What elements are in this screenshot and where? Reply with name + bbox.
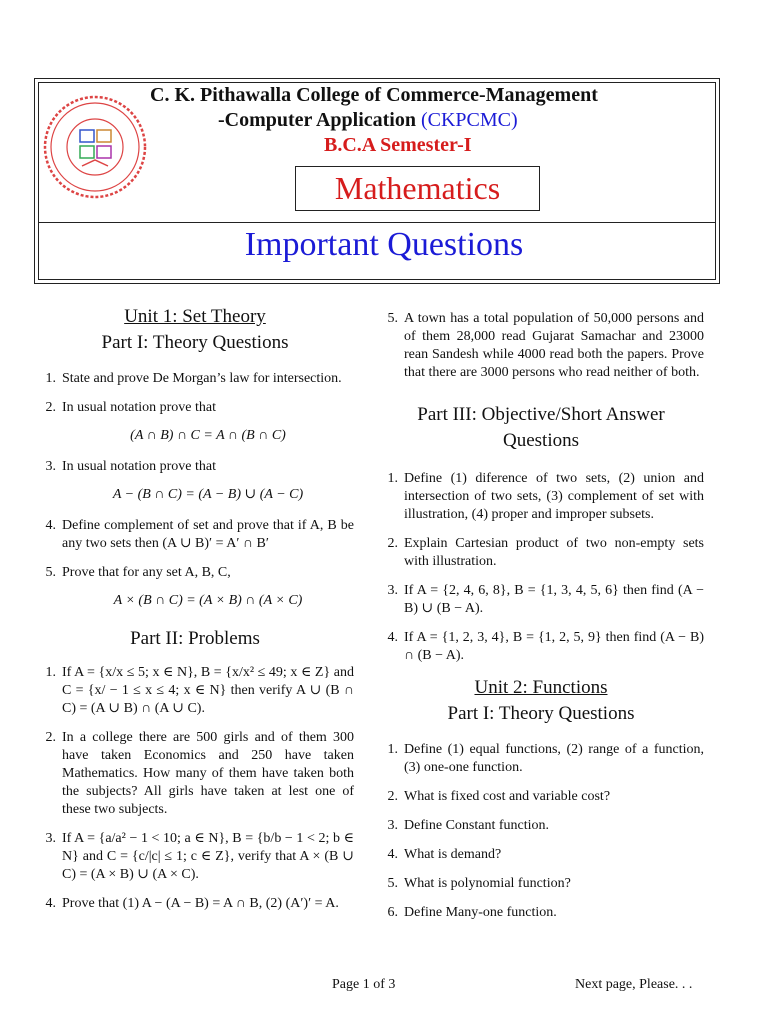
item-number: 1.: [45, 371, 56, 386]
item-number: 4.: [387, 630, 398, 645]
question-text: If A = {x/x ≤ 5; x ∈ N}, B = {x/x² ≤ 49; x ∈ Z} and C = {x/ − 1 ≤ x ≤ 4; x ∈ N} then verify A ∪ (B ∩ C) = (A ∪ B) ∩ (A ∪ C).: [62, 665, 354, 716]
question-text: In a college there are 500 girls and of them 300 have taken Economics and 250 have taken Mathematics. How many of them have taken both the subjects? All girls have taken at lest one of these two subjects.: [62, 730, 354, 817]
item-number: 3.: [387, 818, 398, 833]
item-number: 2.: [45, 400, 56, 415]
item-number: 4.: [45, 896, 56, 911]
item-number: 2.: [45, 730, 56, 745]
unit2-question-list: [378, 741, 704, 922]
part2-heading: Part II: Problems: [130, 628, 260, 649]
list-item: [378, 846, 704, 864]
item-number: 4.: [45, 518, 56, 533]
part3-question-list: [378, 470, 704, 665]
question-text: Define complement of set and prove that if A, B be any two sets then (A ∪ B)′ = A′ ∩ B′: [62, 518, 354, 551]
item-number: 5.: [45, 565, 56, 580]
question-text: Define (1) diference of two sets, (2) union and intersection of two sets, (3) complement of set with illustration, (4) proper and improper subsets.: [404, 471, 704, 522]
list-item: [36, 517, 354, 553]
left-column: [36, 304, 354, 913]
item-number: 1.: [387, 742, 398, 757]
list-item: [378, 875, 704, 893]
semester-label: B.C.A Semester-I: [324, 134, 472, 156]
list-item: [36, 564, 354, 610]
subject-title: Mathematics: [334, 170, 501, 206]
header-divider: [38, 222, 716, 223]
next-page-note: Next page, Please. . .: [575, 977, 693, 992]
question-text: If A = {a/a² − 1 < 10; a ∈ N}, B = {b/b − 1 < 2; b ∈ N} and C = {c/|c| ≤ 1; c ∈ Z}, verify that A × (B ∪ C) = (A × B) ∪ (A × C).: [62, 831, 354, 882]
question-text: What is polynomial function?: [404, 876, 571, 891]
college-name-line1: C. K. Pithawalla College of Commerce-Management: [150, 84, 598, 106]
list-item: [36, 370, 354, 388]
page-number: Page 1 of 3: [332, 977, 396, 992]
equation: (A ∩ B) ∩ C = A ∩ (B ∩ C): [130, 428, 286, 443]
list-item: [378, 582, 704, 618]
question-text: Prove that for any set A, B, C,: [62, 565, 231, 580]
list-item: [36, 664, 354, 718]
item-number: 3.: [45, 459, 56, 474]
equation: A − (B ∩ C) = (A − B) ∪ (A − C): [112, 487, 304, 502]
part1-heading: Part I: Theory Questions: [101, 332, 289, 353]
equation: A × (B ∩ C) = (A × B) ∩ (A × C): [113, 593, 303, 608]
question-text: In usual notation prove that: [62, 400, 216, 415]
question-text: A town has a total population of 50,000 persons and of them 28,000 read Gujarat Samachar and 23000 rean Sandesh while 4000 read both the papers. Prove that there are 3000 persons who read neither of both.: [404, 311, 704, 380]
question-text: If A = {2, 4, 6, 8}, B = {1, 3, 4, 5, 6} then find (A − B) ∪ (B − A).: [404, 583, 704, 616]
question-text: If A = {1, 2, 3, 4}, B = {1, 2, 5, 9} then find (A − B) ∩ (B − A).: [404, 630, 704, 663]
list-item: [36, 399, 354, 445]
question-text: State and prove De Morgan’s law for intersection.: [62, 371, 342, 386]
question-text: Define Constant function.: [404, 818, 550, 833]
list-item: [378, 310, 704, 382]
list-item: [36, 729, 354, 819]
question-text: Prove that (1) A − (A − B) = A ∩ B, (2) (A′)′ = A.: [62, 896, 339, 911]
item-number: 5.: [387, 311, 398, 326]
list-item: [36, 830, 354, 884]
list-item: [378, 535, 704, 571]
right-column: [378, 310, 704, 922]
item-number: 5.: [387, 876, 398, 891]
part2-continued-list: [378, 310, 704, 382]
part1-question-list: [36, 370, 354, 610]
list-item: [378, 741, 704, 777]
college-name-suffix: -Computer Application: [218, 109, 416, 131]
page-title: Important Questions: [244, 226, 524, 263]
unit2-part1-heading: Part I: Theory Questions: [447, 703, 635, 724]
list-item: [378, 817, 704, 835]
unit1-heading: [36, 304, 354, 330]
unit2-heading: [378, 675, 704, 701]
item-number: 1.: [45, 665, 56, 680]
question-text: In usual notation prove that: [62, 459, 216, 474]
item-number: 2.: [387, 789, 398, 804]
college-seal-icon: [40, 92, 150, 202]
subject-box: [295, 166, 540, 211]
list-item: [378, 470, 704, 524]
college-name-line2: [218, 108, 518, 132]
item-number: 1.: [387, 471, 398, 486]
list-item: [36, 458, 354, 504]
unit2-title: Unit 2: Functions: [474, 677, 608, 698]
unit1-title: Unit 1: Set Theory: [124, 306, 266, 327]
question-text: Define (1) equal functions, (2) range of a function, (3) one-one function.: [404, 742, 704, 775]
question-text: Explain Cartesian product of two non-empty sets with illustration.: [404, 536, 704, 569]
list-item: [36, 895, 354, 913]
item-number: 2.: [387, 536, 398, 551]
list-item: [378, 788, 704, 806]
item-number: 3.: [45, 831, 56, 846]
item-number: 3.: [387, 583, 398, 598]
item-number: 4.: [387, 847, 398, 862]
part3-heading: Part III: Objective/Short Answer Questions: [417, 404, 665, 451]
list-item: [378, 629, 704, 665]
college-abbreviation: (CKPCMC): [420, 109, 518, 131]
question-text: What is demand?: [404, 847, 502, 862]
list-item: [378, 904, 704, 922]
part2-question-list: [36, 664, 354, 913]
question-text: Define Many-one function.: [404, 905, 557, 920]
question-text: What is fixed cost and variable cost?: [404, 789, 611, 804]
item-number: 6.: [387, 905, 398, 920]
